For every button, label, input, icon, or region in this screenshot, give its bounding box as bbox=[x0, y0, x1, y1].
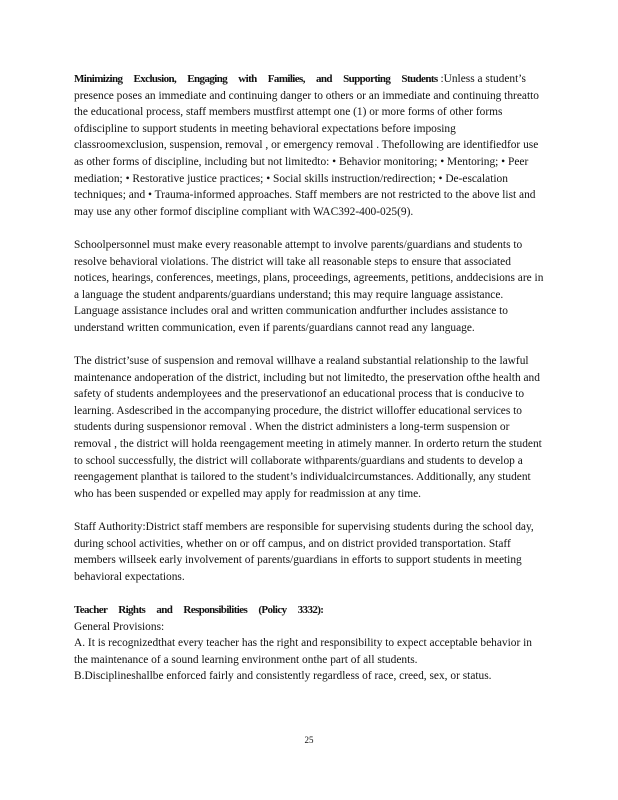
page-number: 25 bbox=[304, 735, 314, 745]
provision-a: A. It is recognizedthat every teacher has the right and responsibility to expect acceptable behavior in the maintenance of a sound learning environment onthe part of all students. bbox=[74, 637, 532, 666]
section-teacher-rights bbox=[74, 602, 544, 685]
subheading-general-provisions: General Provisions: bbox=[74, 620, 165, 633]
section-heading-teacher-rights: Teacher Rights and Responsibilities (Policy 3332): bbox=[74, 604, 324, 616]
paragraph-staff-authority: Staff Authority:District staff members are responsible for supervising students during the school day, during school activities, whether on or off campus, and on district provided transportation. Staff members willseek early involvement of parents/guardians in efforts to support students in meeting behavioral expectations. bbox=[74, 521, 534, 583]
paragraph-minimizing-exclusion bbox=[74, 71, 544, 220]
provision-b: B.Disciplineshallbe enforced fairly and consistently regardless of race, creed, sex, or status. bbox=[74, 670, 492, 683]
document-body bbox=[74, 71, 544, 685]
paragraph-parent-involvement: Schoolpersonnel must make every reasonable attempt to involve parents/guardians and students to resolve behavioral violations. The district will take all reasonable steps to ensure that associated notices, hearings, conferences, meetings, plans, proceedings, agreements, petitions, anddecisions are in a language the student andparents/guardians understand; this may require language assistance. Language assistance includes oral and written communication andfurther includes assistance to understand written communication, even if parents/guardians cannot read any language. bbox=[74, 238, 544, 334]
section-heading-minimizing-exclusion: Minimizing Exclusion, Engaging with Families, and Supporting Students bbox=[74, 73, 438, 85]
paragraph-suspension-removal: The district’suse of suspension and removal willhave a realand substantial relationship to the lawful maintenance andoperation of the district, including but not limitedto, the preservation ofthe health and safety of students andemployees and the preservationof an educational process that is conducive to learning. Asdescribed in the accompanying procedure, the district willoffer educational services to students during suspensionor removal . When the district administers a long-term suspension or removal , the district will holda reengagement meeting in atimely manner. In orderto return the student to school successfully, the district will collaborate withparents/guardians and students to develop a reengagement planthat is tailored to the student’s individualcircumstances. Additionally, any student who has been suspended or expelled may apply for readmission at any time. bbox=[74, 355, 542, 500]
paragraph-text: :Unless a student’s presence poses an immediate and continuing danger to others or an immediate and continuing threatto the educational process, staff members mustfirst attempt one (1) or more forms of other forms ofdiscipline to support students in meeting behavioral expectations before imposing classroomexclusion, suspension, removal , or emergency removal . Thefollowing are identifiedfor use as other forms of discipline, including but not limitedto: • Behavior monitoring; • Mentoring; • Peer mediation; • Restorative justice practices; • Social skills instruction/redirection; • De-escalation techniques; and • Trauma-informed approaches. Staff members are not restricted to the above list and may use any other formof discipline compliant with WAC392-400-025(9). bbox=[74, 73, 539, 218]
